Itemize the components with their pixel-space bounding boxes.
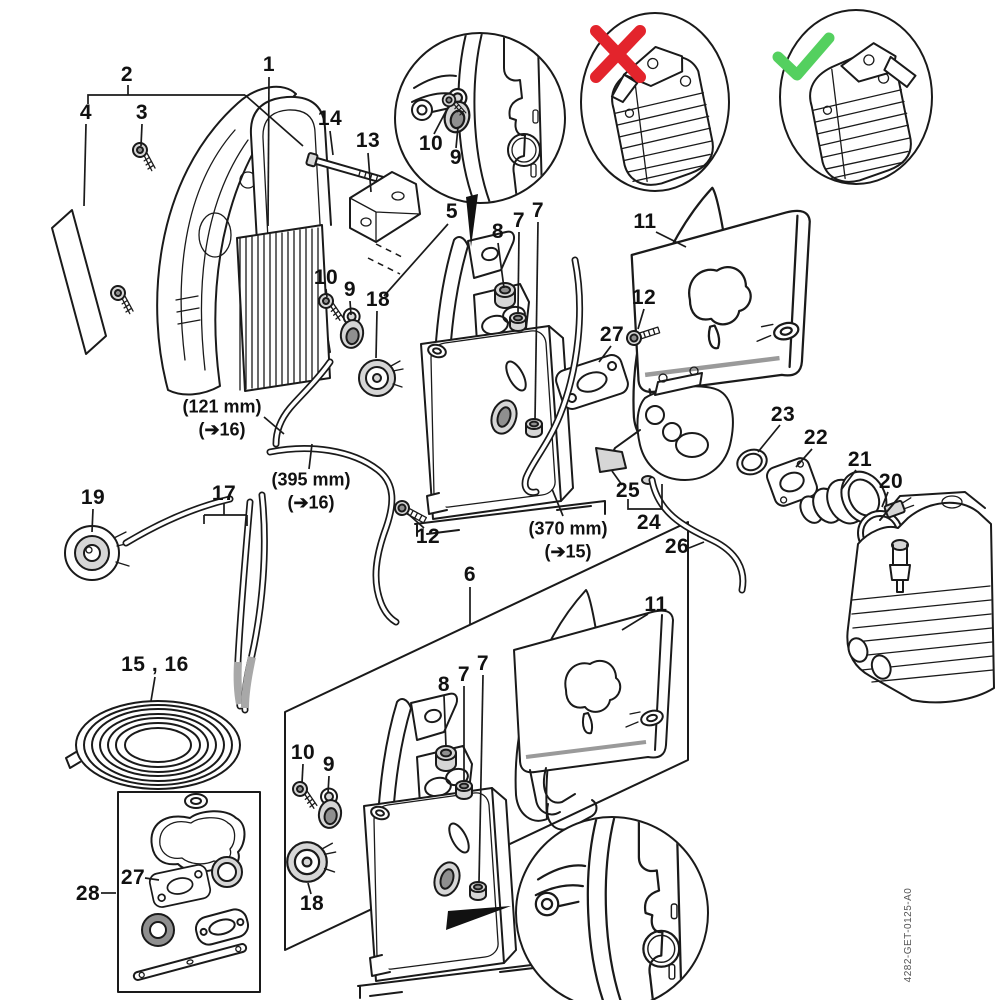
part-label-18-36: 18 <box>299 892 325 915</box>
part-label-22-20: 22 <box>803 426 829 449</box>
part-label-24-24: 24 <box>636 511 662 534</box>
part-label-18-17: 18 <box>365 288 391 311</box>
part-label-3-3: 3 <box>135 101 149 124</box>
part-label-27-37: 27 <box>120 866 146 889</box>
part-label-11-33: 11 <box>644 593 668 616</box>
part-label-6-29: 6 <box>463 563 477 586</box>
part-label-12-18: 12 <box>415 525 441 548</box>
part-label-10-15: 10 <box>313 266 339 289</box>
intake-bracket-13 <box>350 172 420 242</box>
part-label-23-19: 23 <box>770 403 796 426</box>
part-label-2-0: 2 <box>120 63 134 86</box>
part-label-9-35: 9 <box>322 753 336 776</box>
part-label-28-38: 28 <box>75 882 101 905</box>
part-label-8-30: 8 <box>437 673 451 696</box>
fuel-line-coil-15-16 <box>66 701 240 789</box>
part-label-20-22: 20 <box>878 470 904 493</box>
part-label-1-1: 1 <box>262 53 276 76</box>
wrong-assembly-circle <box>581 13 729 191</box>
filter-base-tank-lower <box>287 694 548 998</box>
part-label-9-7: 9 <box>449 146 463 169</box>
part-label-8-9: 8 <box>491 220 505 243</box>
plate-code: 4282-GET-0125-A0 <box>903 887 914 983</box>
measurement-note-hose-370: (370 mm) (➔15) <box>528 518 608 561</box>
part-label-21-21: 21 <box>847 448 873 471</box>
part-label-4-2: 4 <box>79 101 93 124</box>
part-label-7-31: 7 <box>457 663 471 686</box>
air-filter-element <box>237 97 331 391</box>
vent-hoses-17 <box>238 495 265 710</box>
part-label-14-4: 14 <box>317 107 343 130</box>
part-label-17-27: 17 <box>211 482 237 505</box>
part-label-15-16-28: 15 , 16 <box>121 653 189 676</box>
part-label-5-8: 5 <box>445 200 459 223</box>
part-label-26-25: 26 <box>664 535 690 558</box>
part-label-9-16: 9 <box>343 278 357 301</box>
part-label-7-32: 7 <box>476 652 490 675</box>
part-label-7-10: 7 <box>512 209 526 232</box>
fuel-hose-395mm <box>270 449 396 622</box>
part-label-19-26: 19 <box>80 486 106 509</box>
gasket-set-box-28 <box>118 792 260 992</box>
part-label-13-5: 13 <box>355 129 381 152</box>
correct-assembly-circle <box>778 10 932 186</box>
part-label-12-13: 12 <box>631 286 657 309</box>
detail-circle-top <box>395 33 565 247</box>
part-label-27-14: 27 <box>599 323 625 346</box>
measurement-note-hose-121: (121 mm) (➔16) <box>182 396 262 439</box>
part-label-10-6: 10 <box>418 132 444 155</box>
part-label-11-12: 11 <box>633 210 657 233</box>
part-label-7-11: 7 <box>531 199 545 222</box>
part-label-25-23: 25 <box>615 479 641 502</box>
shroud-cover-11-lower <box>514 590 673 830</box>
filter-cover-gasket <box>52 140 162 354</box>
assembly-guide-dashes <box>368 244 404 274</box>
primer-bulb-19 <box>65 499 230 580</box>
measurement-note-hose-395: (395 mm) (➔16) <box>271 469 351 512</box>
part-label-10-34: 10 <box>290 741 316 764</box>
